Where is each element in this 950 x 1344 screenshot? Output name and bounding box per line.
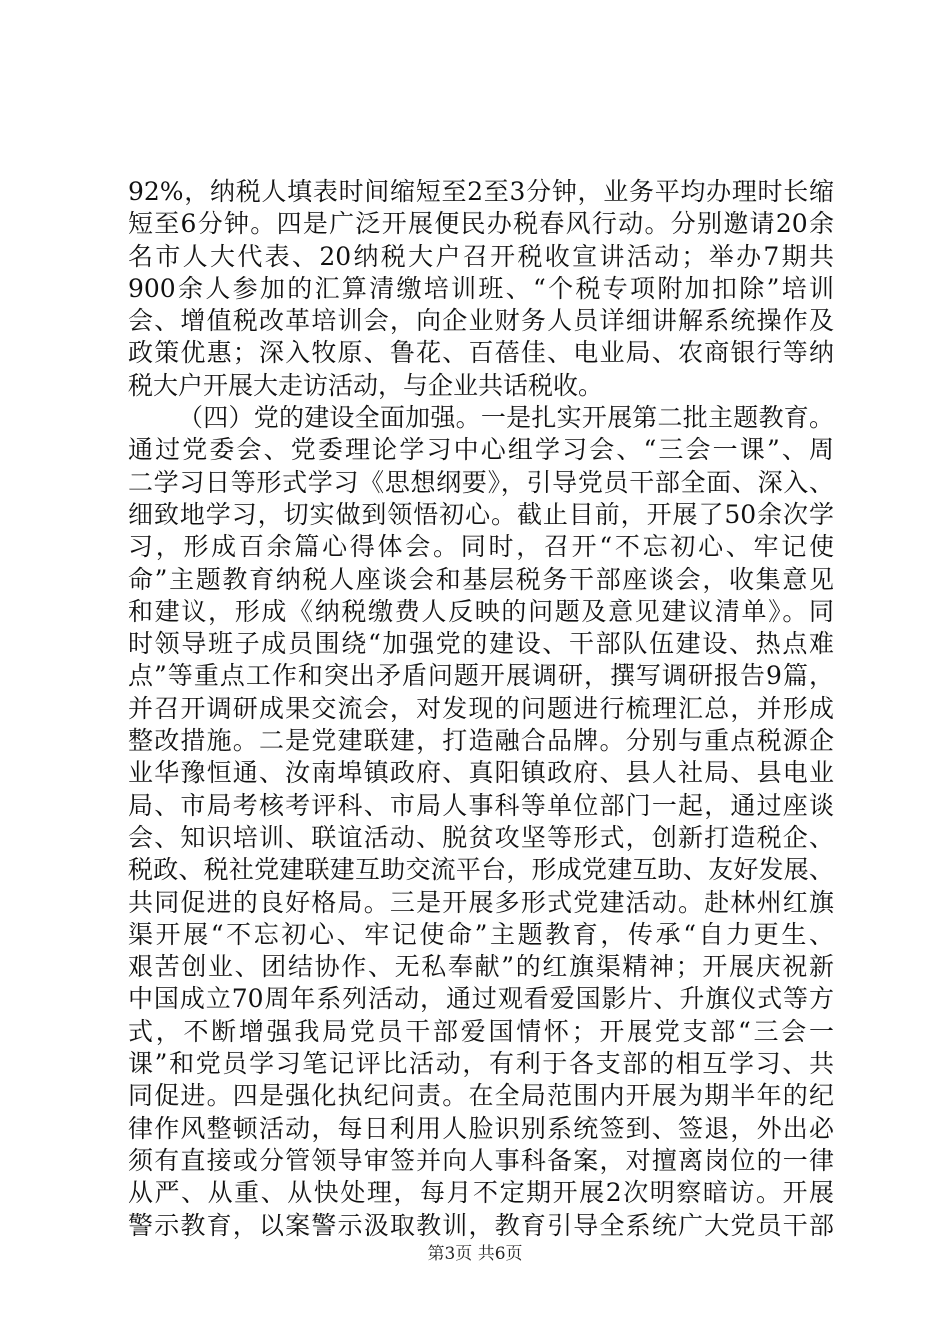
text-line: 细致地学习，切实做到领悟初心。截止目前，开展了50余次学 xyxy=(128,499,834,529)
text-line: 命”主题教育纳税人座谈会和基层税务干部座谈会，收集意见 xyxy=(128,564,834,594)
text-line: 短至6分钟。四是广泛开展便民办税春风行动。分别邀请20余 xyxy=(128,209,834,239)
text-line: 须有直接或分管领导审签并向人事科备案，对擅离岗位的一律 xyxy=(128,1145,834,1175)
text-line: 会、增值税改革培训会，向企业财务人员详细讲解系统操作及 xyxy=(128,306,834,336)
page-number-footer: 第3页 共6页 xyxy=(427,1244,523,1264)
text-line: 900余人参加的汇算清缴培训班、“个税专项附加扣除”培训 xyxy=(128,273,834,303)
document-body xyxy=(128,176,834,1242)
text-line: 课”和党员学习笔记评比活动，有利于各支部的相互学习、共 xyxy=(128,1049,834,1079)
text-line: 式，不断增强我局党员干部爱国情怀；开展党支部“三会一 xyxy=(128,1016,834,1046)
text-line: 二学习日等形式学习《思想纲要》，引导党员干部全面、深入、 xyxy=(128,467,834,497)
text-line: 警示教育，以案警示汲取教训，教育引导全系统广大党员干部 xyxy=(128,1210,834,1240)
text-line: 通过党委会、党委理论学习中心组学习会、“三会一课”、周 xyxy=(128,435,834,465)
section-heading-line: （四）党的建设全面加强。一是扎实开展第二批主题教育。 xyxy=(178,403,834,433)
text-line: 艰苦创业、团结协作、无私奉献”的红旗渠精神；开展庆祝新 xyxy=(128,952,834,982)
text-line: 中国成立70周年系列活动，通过观看爱国影片、升旗仪式等方 xyxy=(128,984,834,1014)
text-line: 业华豫恒通、汝南埠镇政府、真阳镇政府、县人社局、县电业 xyxy=(128,758,834,788)
text-line: 税大户开展大走访活动，与企业共话税收。 xyxy=(128,370,604,400)
text-line: 点”等重点工作和突出矛盾问题开展调研，撰写调研报告9篇， xyxy=(128,661,834,691)
text-line: 从严、从重、从快处理，每月不定期开展2次明察暗访。开展 xyxy=(128,1178,834,1208)
text-line: 整改措施。二是党建联建，打造融合品牌。分别与重点税源企 xyxy=(128,726,834,756)
text-line: 会、知识培训、联谊活动、脱贫攻坚等形式，创新打造税企、 xyxy=(128,822,834,852)
text-line: 并召开调研成果交流会，对发现的问题进行梳理汇总，并形成 xyxy=(128,693,834,723)
text-line: 和建议，形成《纳税缴费人反映的问题及意见建议清单》。同 xyxy=(128,596,834,626)
text-line: 92%，纳税人填表时间缩短至2至3分钟，业务平均办理时长缩 xyxy=(128,177,834,206)
text-line: 律作风整顿活动，每日利用人脸识别系统签到、签退，外出必 xyxy=(128,1113,834,1143)
text-line: 同促进。四是强化执纪问责。在全局范围内开展为期半年的纪 xyxy=(128,1081,834,1111)
text-line: 共同促进的良好格局。三是开展多形式党建活动。赴林州红旗 xyxy=(128,887,834,917)
text-line: 名市人大代表、20纳税大户召开税收宣讲活动；举办7期共 xyxy=(128,241,834,271)
text-line: 时领导班子成员围绕“加强党的建设、干部队伍建设、热点难 xyxy=(128,629,834,659)
text-line: 税政、税社党建联建互助交流平台，形成党建互助、友好发展、 xyxy=(128,855,834,885)
text-line: 习，形成百余篇心得体会。同时，召开“不忘初心、牢记使 xyxy=(128,532,834,562)
text-line: 渠开展“不忘初心、牢记使命”主题教育，传承“自力更生、 xyxy=(128,919,834,949)
text-line: 政策优惠；深入牧原、鲁花、百蓓佳、电业局、农商银行等纳 xyxy=(128,338,834,368)
text-line: 局、市局考核考评科、市局人事科等单位部门一起，通过座谈 xyxy=(128,790,834,820)
